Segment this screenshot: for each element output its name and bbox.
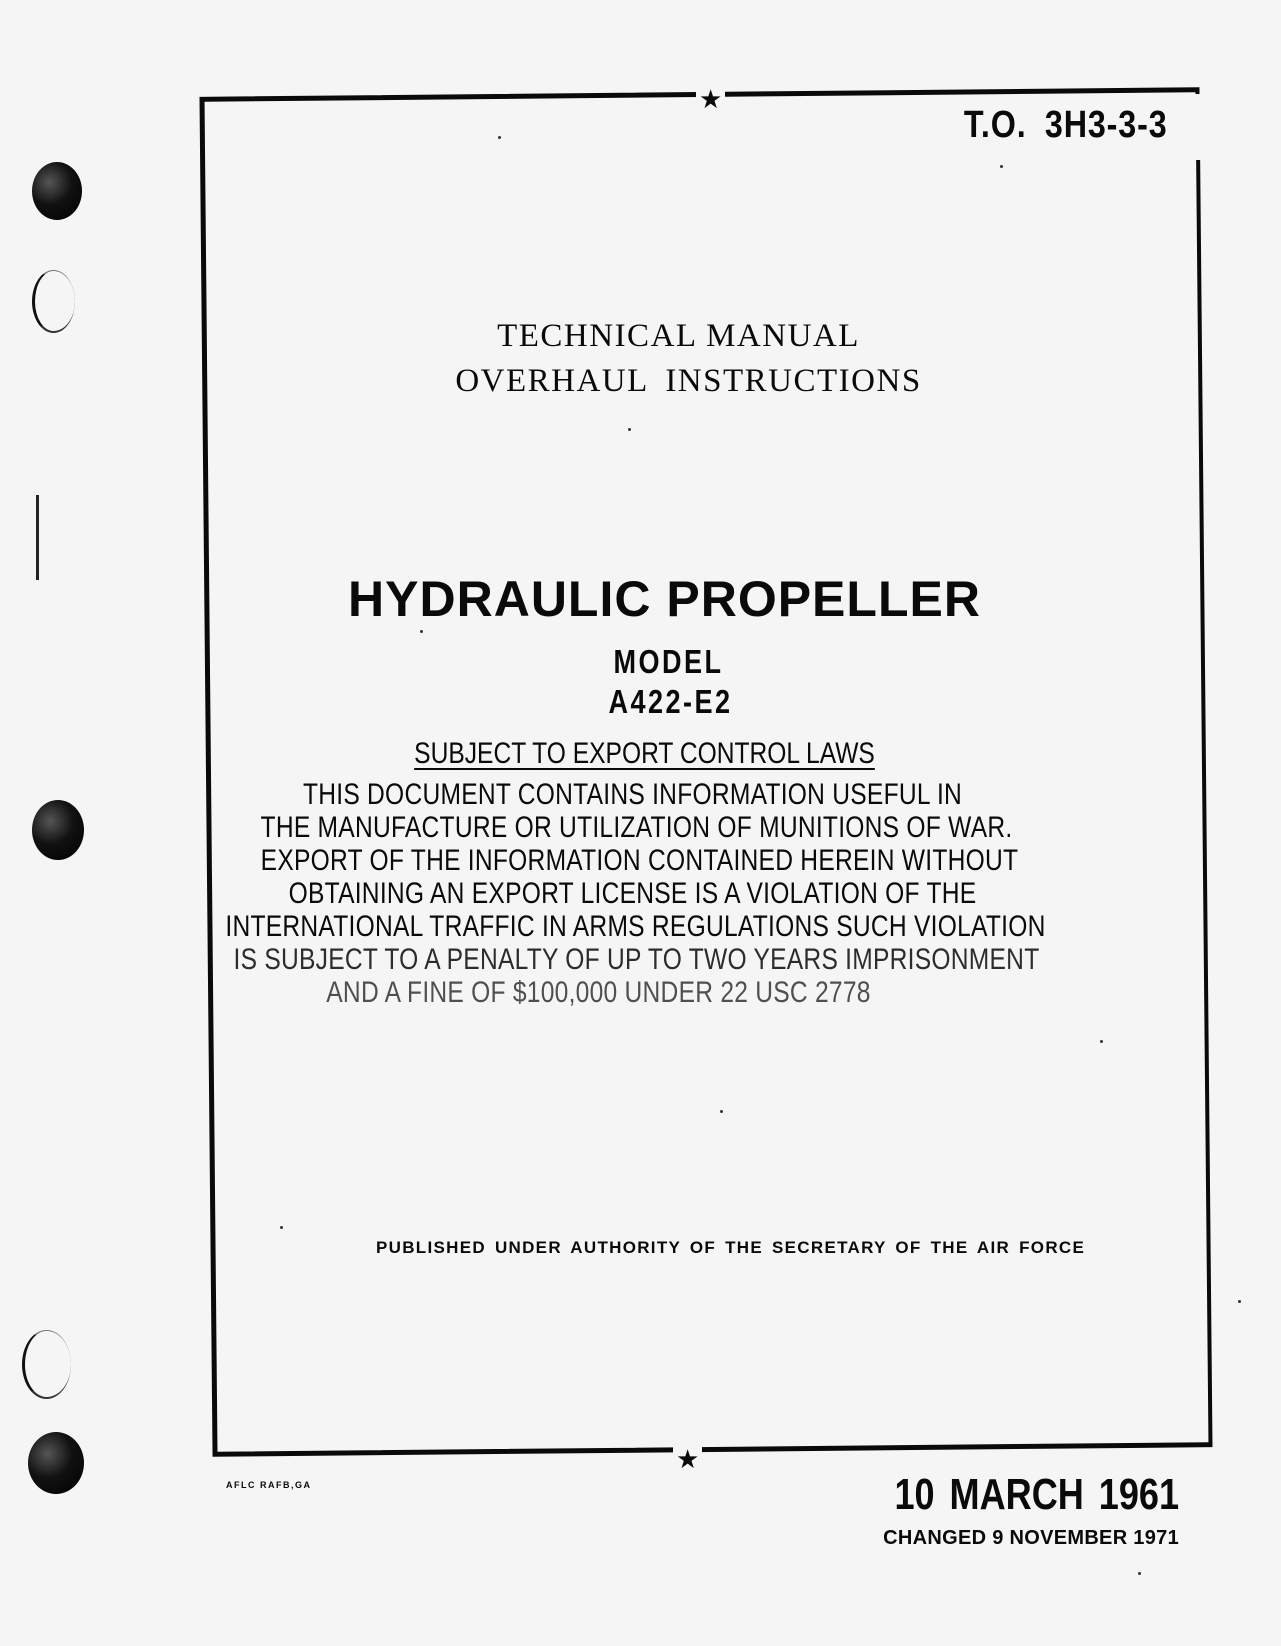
- export-notice-line: THIS DOCUMENT CONTAINS INFORMATION USEFUL IN: [302, 778, 963, 811]
- scan-speck: [1100, 1040, 1103, 1043]
- export-notice-line: OBTAINING AN EXPORT LICENSE IS A VIOLATION OF THE: [288, 877, 977, 910]
- manual-subtitle: OVERHAUL INSTRUCTIONS: [455, 363, 922, 399]
- export-notice-line: THE MANUFACTURE OR UTILIZATION OF MUNITIONS OF WAR.: [260, 811, 1013, 844]
- export-notice-line: EXPORT OF THE INFORMATION CONTAINED HEREIN WITHOUT: [260, 844, 1019, 877]
- change-date: CHANGED 9 NOVEMBER 1971: [883, 1527, 1179, 1549]
- scan-speck: [1238, 1300, 1241, 1303]
- scan-speck: [1000, 165, 1003, 168]
- export-notice-line: AND A FINE OF $100,000 UNDER 22 USC 2778: [326, 976, 871, 1009]
- binder-hole-4: [22, 1330, 71, 1399]
- scan-mark: [36, 495, 39, 580]
- publication-date: 10 MARCH 1961: [894, 1470, 1179, 1519]
- border-notch: [1170, 94, 1212, 160]
- export-control-heading-text: SUBJECT TO EXPORT CONTROL LAWS: [414, 737, 875, 770]
- scan-speck: [1138, 1572, 1141, 1575]
- scan-speck: [628, 428, 631, 431]
- export-control-heading: [119, 737, 1169, 771]
- product-title: HYDRAULIC PROPELLER: [348, 571, 981, 627]
- star-icon-top: ★: [696, 87, 725, 113]
- model-label: MODEL: [613, 643, 724, 680]
- export-notice-line: IS SUBJECT TO A PENALTY OF UP TO TWO YEARS IMPRISONMENT: [233, 943, 1040, 976]
- binder-hole-1: [32, 162, 82, 220]
- model-number: A422-E2: [608, 683, 733, 720]
- binder-hole-5: [28, 1432, 84, 1494]
- star-icon-bottom: ★: [673, 1447, 702, 1473]
- export-notice-line: INTERNATIONAL TRAFFIC IN ARMS REGULATIONS SUCH VIOLATION: [225, 910, 1046, 943]
- manual-title: TECHNICAL MANUAL: [497, 318, 860, 354]
- binder-hole-3: [32, 800, 84, 860]
- scan-speck: [720, 1110, 723, 1113]
- publication-authority: PUBLISHED UNDER AUTHORITY OF THE SECRETARY OF THE AIR FORCE: [376, 1238, 1086, 1257]
- scan-speck: [420, 630, 423, 633]
- scan-speck: [280, 1226, 283, 1229]
- printer-code: AFLC RAFB,GA: [226, 1480, 312, 1490]
- scan-speck: [498, 136, 501, 139]
- technical-order-number: T.O. 3H3-3-3: [964, 104, 1168, 146]
